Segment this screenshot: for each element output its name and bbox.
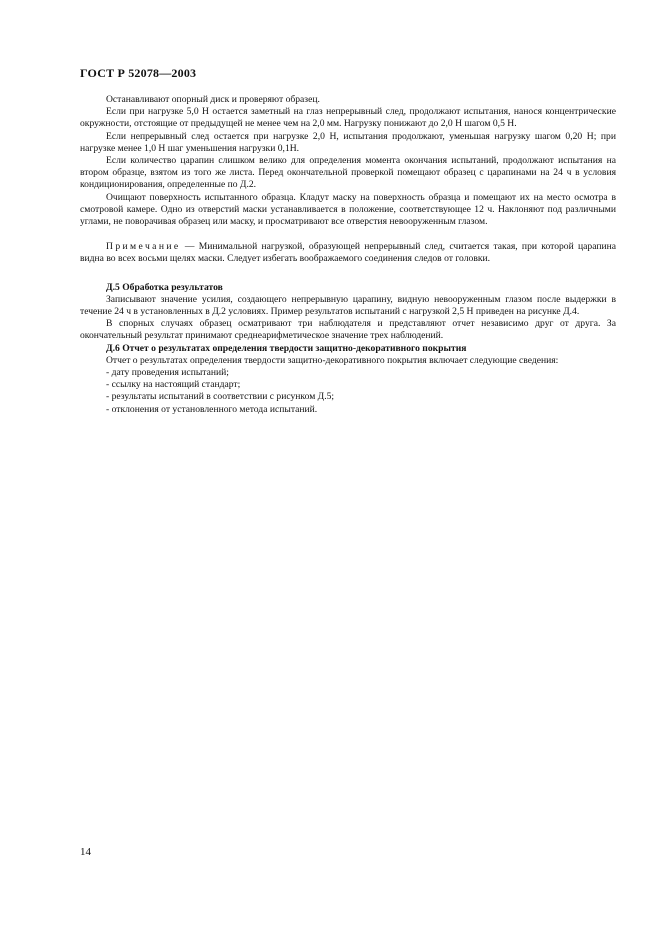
list-item: - отклонения от установленного метода испытаний. xyxy=(106,403,318,415)
paragraph: В спорных случаях образец осматривают три наблюдателя и представляют отчет независимо друг от друга. За окончательный результат принимают среднеарифметическое значение трех наблюдений. xyxy=(80,318,616,342)
section-title-d5: Д.5 Обработка результатов xyxy=(106,281,223,293)
document-header: ГОСТ Р 52078—2003 xyxy=(80,66,197,80)
list-item: - результаты испытаний в соответствии с рисунком Д.5; xyxy=(106,391,335,403)
paragraph: Если количество царапин слишком велико для определения момента окончания испытаний, продолжают испытания на втором образце, взятом из того же листа. Перед окончательной проверкой помещают образец с царапинами на 24 ч в условия кондиционирования, определенные по Д.2. xyxy=(80,155,616,191)
list-item: - дату проведения испытаний; xyxy=(106,367,229,379)
paragraph: Очищают поверхность испытанного образца. Кладут маску на поверхность образца и помещают их на место осмотра в смотровой камере. Одно из отверстий маски устанавливается в положение, соответствующее 12 ч. Наклоняют под различными углами, не поворачивая образец или маску, и просматривают все отверстия невооруженным глазом. xyxy=(80,191,616,228)
paragraph: Останавливают опорный диск и проверяют образец. xyxy=(106,94,320,105)
paragraph: Записывают значение усилия, создающего непрерывную царапину, видную невооруженным глазом после выдержки в течение 24 ч в установленных в Д.2 условиях. Пример результатов испытаний с нагрузкой 2,5 Н приведен на рисунке Д.4. xyxy=(80,293,616,318)
paragraph: Если непрерывный след остается при нагрузке 2,0 Н, испытания продолжают, уменьшая нагрузку шагом 0,20 Н; при нагрузке менее 1,0 Н шаг уменьшения нагрузки 0,1Н. xyxy=(80,130,616,154)
note-paragraph xyxy=(80,241,616,265)
page-number: 14 xyxy=(80,846,91,858)
section-title-d6: Д.6 Отчет о результатах определения твердости защитно-декоративного покрытия xyxy=(106,342,467,354)
paragraph: Если при нагрузке 5,0 Н остается заметный на глаз непрерывный след, продолжают испытания, нанося концентрические окружности, отстоящие от предыдущей не менее чем на 2,0 мм. Нагрузку понижают до 2,0 Н шагом 0,5 Н. xyxy=(80,106,616,130)
paragraph: Отчет о результатах определения твердости защитно-декоративного покрытия включает следующие сведения: xyxy=(106,354,559,366)
note-label: Примечание xyxy=(106,241,181,253)
document-body xyxy=(80,94,616,416)
list-item: - ссылку на настоящий стандарт; xyxy=(106,379,241,391)
note-text: — Минимальной нагрузкой, образующей непрерывный след, считается такая, при которой царапина видна во всех восьми щелях маски. Следует избегать воображаемого соединения следов от головки. xyxy=(80,241,616,265)
